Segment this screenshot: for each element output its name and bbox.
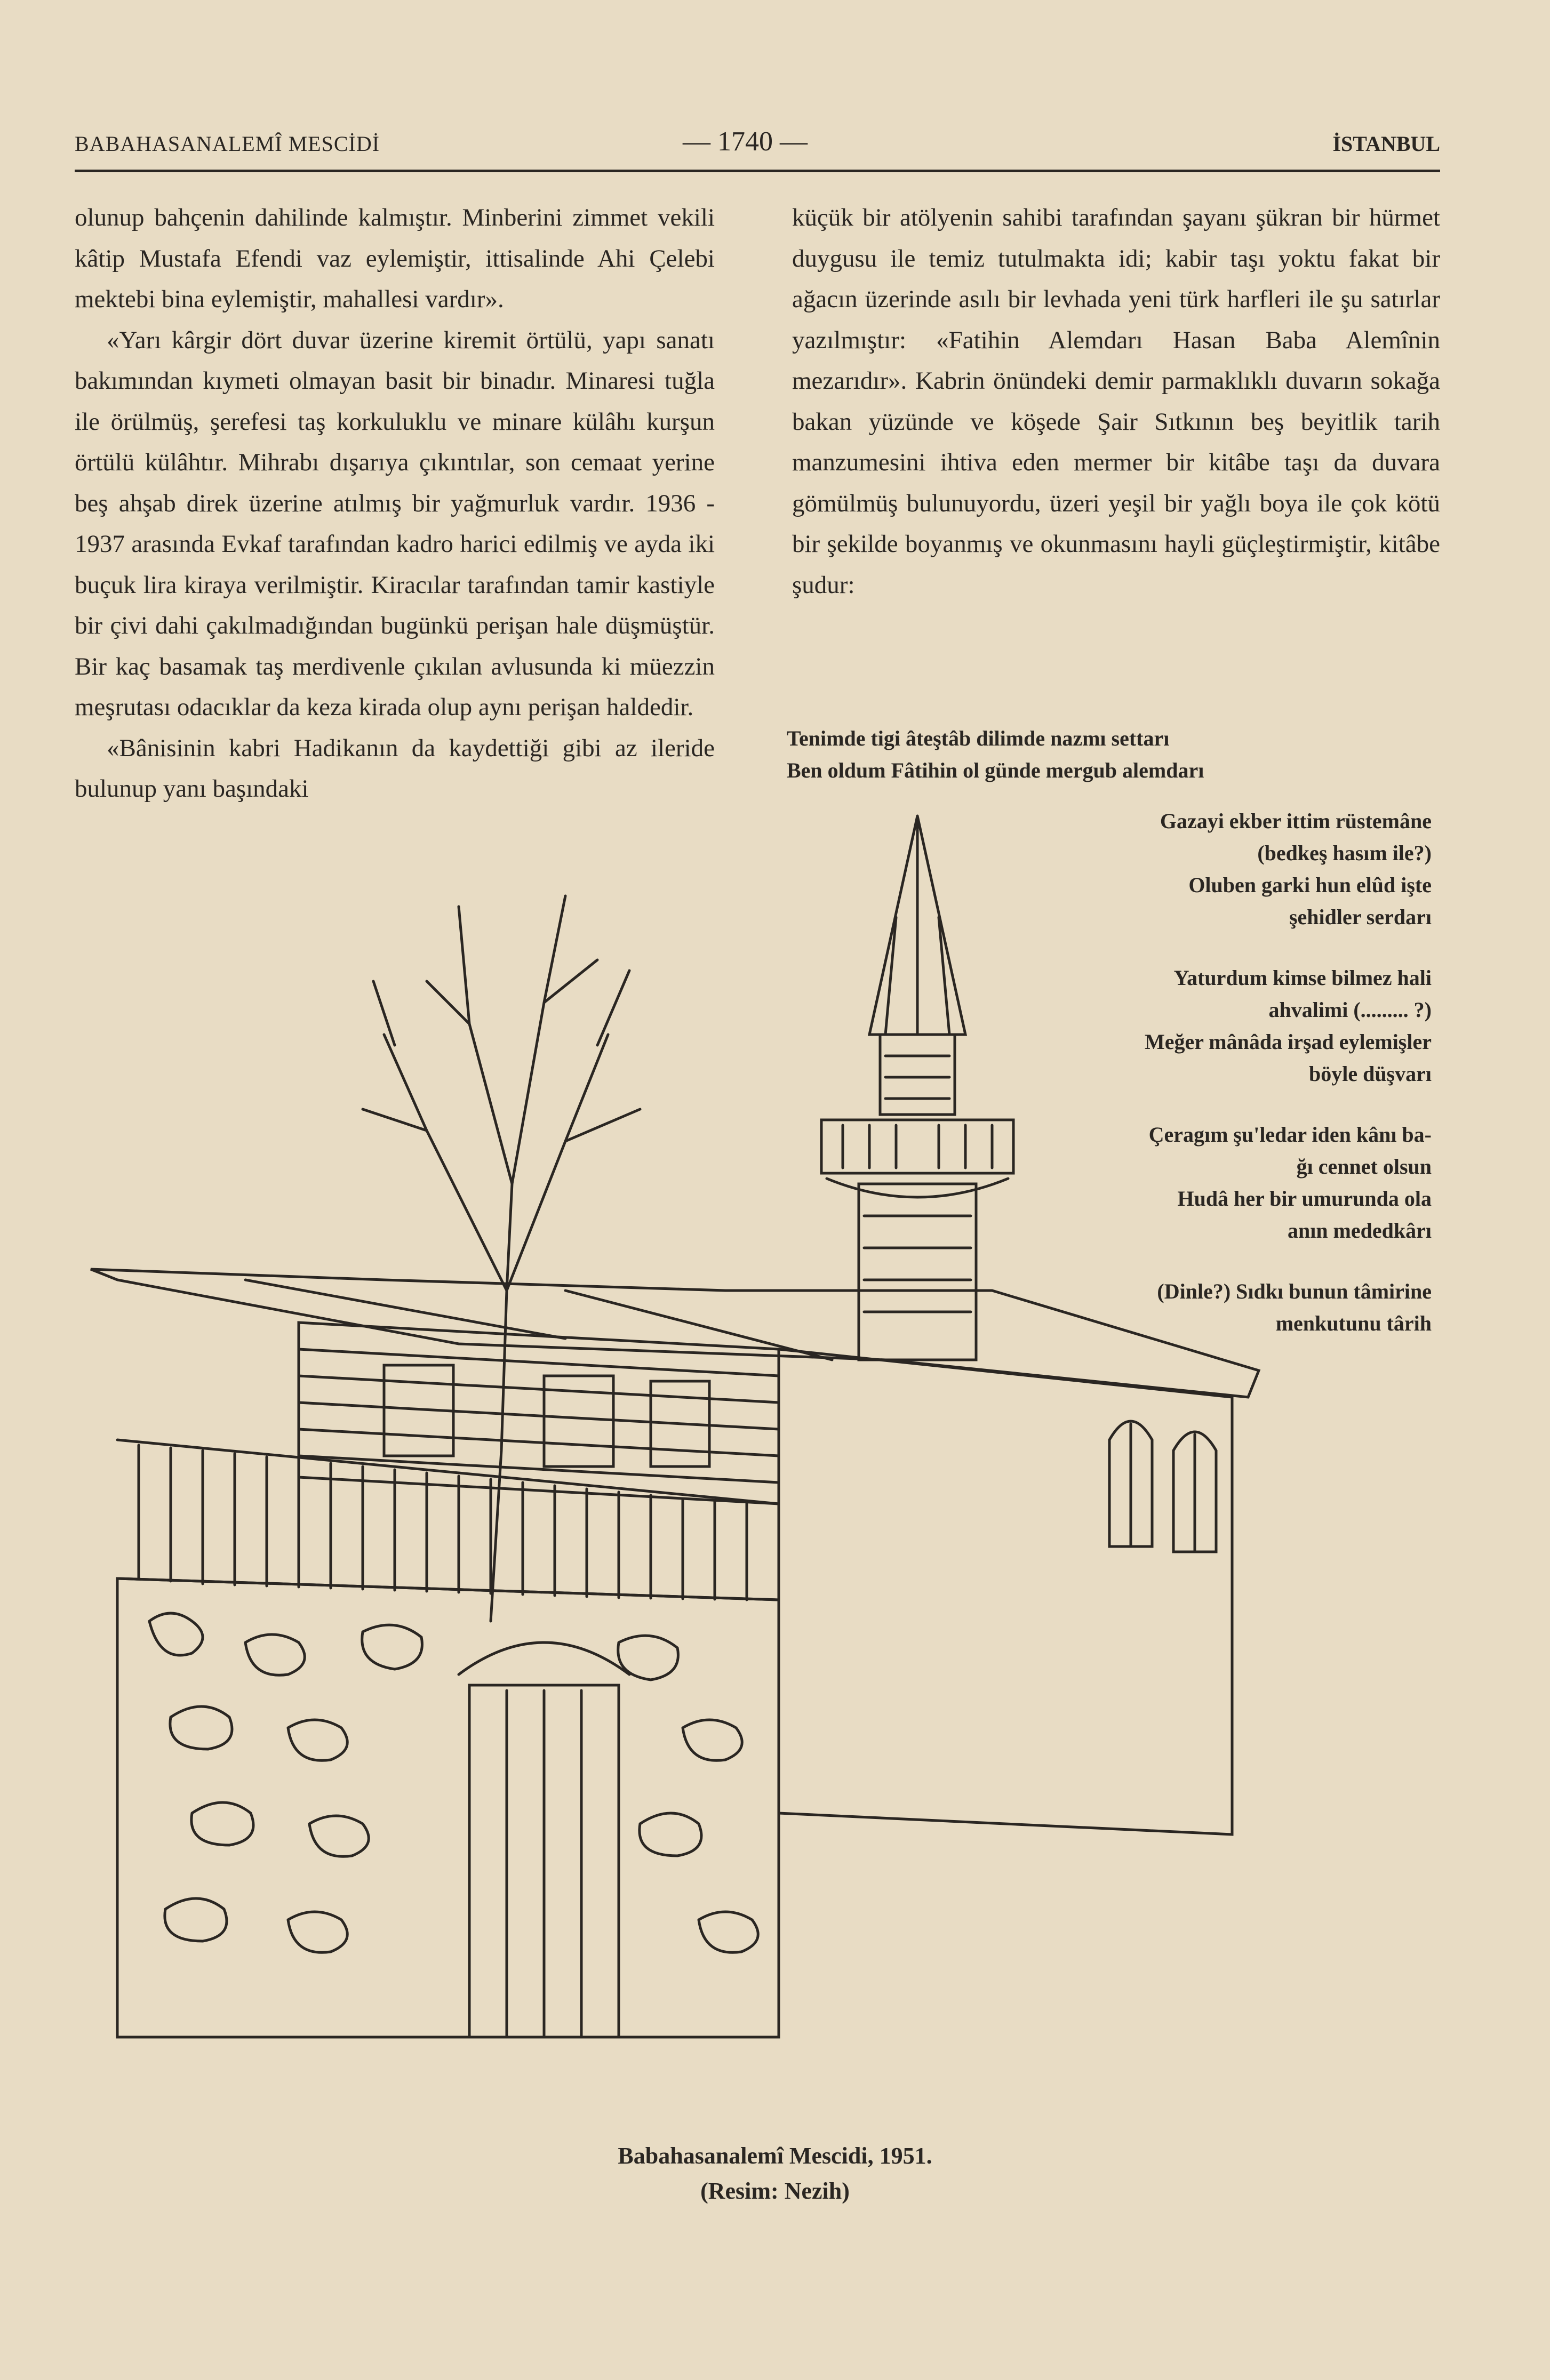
verse-gap	[1145, 1247, 1432, 1276]
paragraph: «Yarı kârgir dört duvar üzerine kiremit örtülü, yapı sanatı bakımından kıymeti olmayan basit bir binadır. Minaresi tuğla ile örülmüş, şerefesi taş korkuluklu ve minare külâhı kurşun örtülü külâhtır. Mihrabı dışarıya çıkıntılar, son cemaat yerine beş ahşab direk üzerine atılmış bir yağmurluk vardır. 1936 - 1937 arasında Evkaf tarafından kadro harici edilmiş ve ayda iki buçuk lira kiraya verilmiştir. Kiracılar tarafından tamir kastiyle bir çivi dahi çakılmadığından bugünkü perişan hale düşmüştür. Bir kaç basamak taş merdivenle çıkılan avlusunda ki müezzin meşrutası odacıklar da keza kirada olup aynı perişan haldedir.	[75, 326, 715, 721]
page-number: — 1740 —	[683, 126, 808, 157]
paragraph: «Bânisinin kabri Hadikanın da kaydettiği gibi az ileride bulunup yanı başındaki	[75, 734, 715, 803]
poem-line: şehidler serdarı	[1289, 905, 1432, 929]
caption-credit: (Resim: Nezih)	[700, 2178, 850, 2204]
caption-title: Babahasanalemî Mescidi, 1951.	[618, 2143, 932, 2169]
poem-line: böyle düşvarı	[1308, 1062, 1432, 1086]
poem-line: menkutunu târih	[1275, 1311, 1432, 1335]
poem-line: anın mededkârı	[1287, 1219, 1432, 1243]
mosque-illustration	[85, 811, 1312, 2101]
poem-line: Çeragım şu'ledar iden kânı ba-	[1148, 1123, 1432, 1147]
poem-line: Oluben garki hun elûd işte	[1188, 873, 1432, 897]
poem-line: ğı cennet olsun	[1296, 1155, 1432, 1179]
header-rule	[75, 170, 1440, 172]
header-title: BABAHASANALEMÎ MESCİDİ	[75, 132, 380, 156]
header-section: İSTANBUL	[1332, 132, 1440, 156]
poem-line: (bedkeş hasım ile?)	[1257, 841, 1432, 865]
running-header	[75, 123, 1440, 171]
poem-line: Gazayi ekber ittim rüstemâne	[1160, 809, 1432, 833]
right-column	[792, 197, 1440, 605]
poem-line: Ben oldum Fâtihin ol günde mergub alemdarı	[787, 758, 1204, 782]
paragraph: olunup bahçenin dahilinde kalmıştır. Minberini zimmet vekili kâtip Mustafa Efendi vaz eylemiştir, ittisalinde Ahi Çelebi mektebi bina eylemiştir, mahallesi vardır».	[75, 204, 715, 313]
poem-line: Meğer mânâda irşad eylemişler	[1144, 1030, 1432, 1054]
figure-caption	[0, 2138, 1550, 2209]
verse-gap	[1145, 1090, 1432, 1119]
inscription-verses	[1145, 805, 1432, 1340]
verse-gap	[1145, 933, 1432, 962]
poem-line: ahvalimi (......... ?)	[1268, 998, 1432, 1022]
poem-line: (Dinle?) Sıdkı bunun tâmirine	[1157, 1279, 1432, 1303]
inscription-couplet	[787, 723, 1204, 787]
paragraph: küçük bir atölyenin sahibi tarafından şayanı şükran bir hürmet duygusu ile temiz tutulmakta idi; kabir taşı yoktu fakat bir ağacın üzerinde asılı bir levhada yeni türk harfleri ile şu satırlar yazılmıştır: «Fatihin Alemdarı Hasan Baba Alemînin mezarıdır». Kabrin önündeki demir parmaklıklı duvarın sokağa bakan yüzünde ve köşede Şair Sıtkının beş beyitlik tarih manzumesini ihtiva eden mermer bir kitâbe taşı da duvara gömülmüş bulunuyordu, üzeri yeşil bir yağlı boya ile çok kötü bir şekilde boyanmış ve okunmasını hayli güçleştirmiştir, kitâbe şudur:	[792, 204, 1440, 599]
poem-line: Tenimde tigi âteştâb dilimde nazmı settarı	[787, 726, 1170, 750]
poem-line: Hudâ her bir umurunda ola	[1177, 1187, 1432, 1211]
poem-line: Yaturdum kimse bilmez hali	[1173, 966, 1432, 990]
left-column	[75, 197, 715, 810]
